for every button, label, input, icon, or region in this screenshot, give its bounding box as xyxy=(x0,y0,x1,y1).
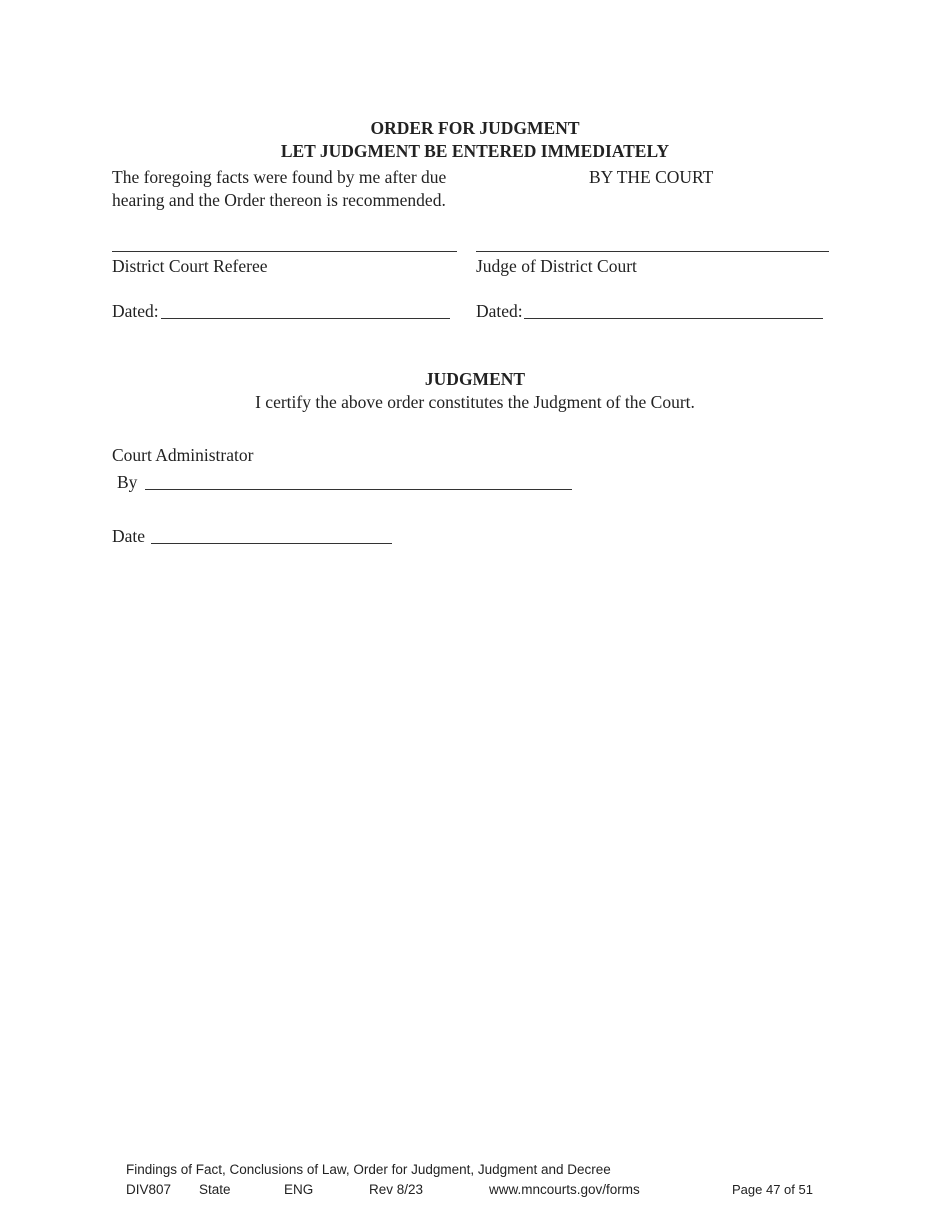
referee-signature-line xyxy=(112,251,457,252)
facts-line-2: hearing and the Order thereon is recommended. xyxy=(112,190,446,210)
judge-dated-label: Dated: xyxy=(476,301,523,321)
judge-dated-line xyxy=(524,318,823,319)
by-signature-line xyxy=(145,489,572,490)
footer-website[interactable]: www.mncourts.gov/forms xyxy=(489,1182,640,1197)
judge-signature-line xyxy=(476,251,829,252)
judge-label: Judge of District Court xyxy=(476,256,637,276)
judgment-title: JUDGMENT xyxy=(424,369,526,389)
by-label: By xyxy=(117,472,138,492)
footer-form-code: DIV807 xyxy=(126,1182,172,1197)
footer-form-title: Findings of Fact, Conclusions of Law, Order for Judgment, Judgment and Decree xyxy=(126,1162,611,1177)
referee-dated-label: Dated: xyxy=(112,301,159,321)
judgment-certify-text: I certify the above order constitutes the Judgment of the Court. xyxy=(255,392,695,412)
by-the-court-label: BY THE COURT xyxy=(589,167,714,187)
order-subtitle: LET JUDGMENT BE ENTERED IMMEDIATELY xyxy=(280,141,670,161)
footer-page-info: Page 47 of 51 xyxy=(732,1182,813,1197)
date-label: Date xyxy=(112,526,146,546)
footer-language: ENG xyxy=(284,1182,314,1197)
court-administrator-label: Court Administrator xyxy=(112,445,254,465)
facts-line-1: The foregoing facts were found by me after due xyxy=(112,167,447,187)
referee-dated-line xyxy=(161,318,450,319)
order-title: ORDER FOR JUDGMENT xyxy=(370,118,580,138)
footer-revision: Rev 8/23 xyxy=(369,1182,424,1197)
footer-jurisdiction: State xyxy=(199,1182,231,1197)
date-line xyxy=(151,543,392,544)
referee-label: District Court Referee xyxy=(112,256,268,276)
